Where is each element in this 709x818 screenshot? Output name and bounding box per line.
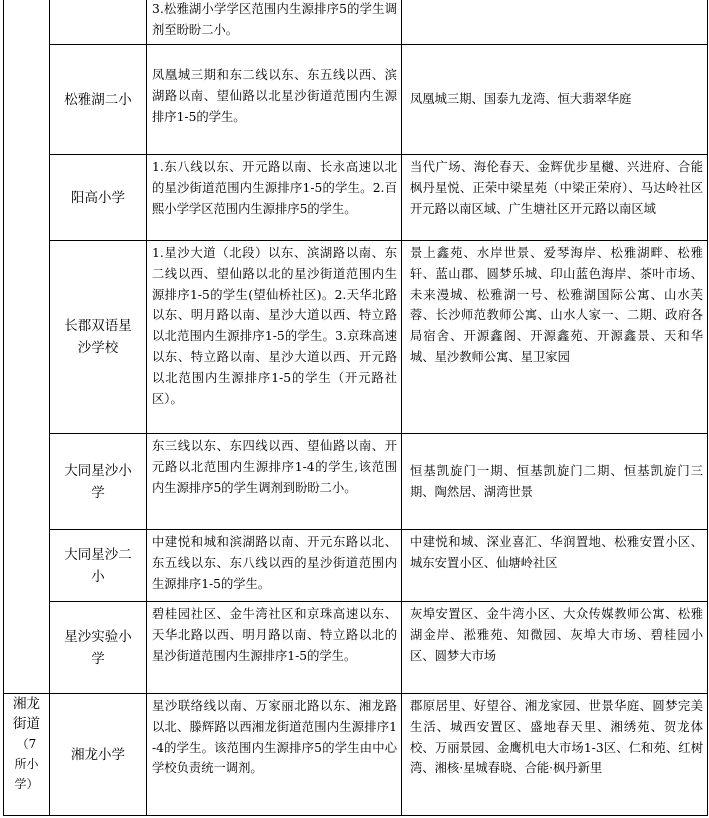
school-name: 大同星沙二小 [64,546,132,585]
school-district-table [3,0,708,816]
table-row [4,694,708,816]
community-list-text: 郡原居里、好望谷、湘龙家园、世景华庭、圆梦完美生活、城西安置区、盛地春天里、湘绣苑、贺龙体校、万丽景园、金鹰机电大市场1-3区、仁和苑、红树湾、湘核·星城春晓、合能·枫丹新里 [410,699,703,776]
community-list-text: 灰埠安置区、金牛湾小区、大众传媒教师公寓、松雅湖金岸、淞雅苑、知微园、灰埠大市场、碧桂园小区、圆梦大市场 [410,607,703,663]
school-cell [50,45,147,155]
range-cell [147,530,402,602]
district-cell-xingsha [4,0,50,694]
school-name: 星沙实验小学 [64,628,132,667]
range-cell [147,155,402,241]
district-label [12,694,42,794]
table-row [4,530,708,602]
community-cell [402,0,708,45]
school-name: 阳高小学 [71,189,125,206]
school-cell [50,530,147,602]
community-list-text: 凤凰城三期、国泰九龙湾、恒大翡翠华庭 [410,92,632,107]
district-cell-xianglong [4,694,50,816]
community-list-text [402,0,707,1]
district-school-count: （7所小学） [14,737,39,791]
range-cell [147,241,402,434]
community-cell [402,530,708,602]
school-cell [50,0,147,45]
range-cell [147,434,402,530]
table-row [4,602,708,694]
community-cell [402,155,708,241]
enrollment-range-text: 3.松雅湖小学学区范围内生源排序5的学生调剂至盼盼二小。 [152,2,397,37]
school-cell [50,241,147,434]
community-list-text: 恒基凯旋门一期、恒基凯旋门二期、恒基凯旋门三期、陶然居、湖湾世景 [410,463,703,499]
community-cell [402,694,708,816]
school-name: 大同星沙小学 [64,462,132,501]
community-list-text: 中建悦和城、深业喜汇、华润置地、松雅安置小区、城东安置小区、仙塘岭社区 [410,535,703,570]
school-name: 松雅湖二小 [64,91,132,108]
school-cell [50,434,147,530]
enrollment-range-text: 星沙联络线以南、万家丽北路以东、湘龙路以北、滕辉路以西湘龙街道范围内生源排序1-4的学生。该范围内生源排序5的学生由中心学校负责统一调剂。 [152,699,397,776]
school-name: 湘龙小学 [71,746,125,763]
community-cell [402,434,708,530]
table-row [4,155,708,241]
range-cell [147,602,402,694]
range-cell [147,45,402,155]
school-name: 长郡双语星沙学校 [64,318,132,356]
community-list-text: 当代广场、海伦春天、金辉优步星樾、兴进府、合能枫丹星悦、正荣中梁星苑（中梁正荣府）、马达岭社区开元路以南区域、广生塘社区开元路以南区域 [410,160,703,216]
community-list-text: 景上鑫苑、水岸世景、爱琴海岸、松雅湖畔、松雅轩、蓝山郡、圆梦乐城、印山蓝色海岸、茶叶市场、未来漫城、松雅湖一号、松雅湖国际公寓、山水芙蓉、长沙师范教师公寓、山水人家一、二期、政府各局宿舍、开源鑫阁、开源鑫苑、开源鑫景、天和华城、星沙教师公寓、星卫家园 [410,246,703,364]
table-row [4,0,708,45]
table-row [4,241,708,434]
table-row [4,434,708,530]
table-row [4,45,708,155]
range-cell [147,694,402,816]
community-cell [402,602,708,694]
school-cell [50,602,147,694]
enrollment-range-text: 1.东八线以东、开元路以南、长永高速以北的星沙街道范围内生源排序1-5的学生。2.百熙小学学区范围内生源排序5的学生。 [152,160,397,216]
community-cell [402,45,708,155]
district-name: 湘龙街道 [13,696,40,732]
enrollment-range-text: 凤凰城三期和东二线以东、东五线以西、滨湖路以南、望仙路以北星沙街道范围内生源排序1-5的学生。 [152,68,397,124]
school-cell [50,155,147,241]
enrollment-range-text: 1.星沙大道（北段）以东、滨湖路以南、东二线以西、望仙路以北的星沙街道范围内生源排序1-5的学生(望仙桥社区)。2.天华北路以东、明月路以南、星沙大道以西、特立路以北范围内生源排序1-5的学生。3.京珠高速以东、特立路以南、星沙大道以西、开元路以北范围内生源排序1-5的学生（开元路社区）。 [152,246,397,406]
school-cell [50,694,147,816]
community-cell [402,241,708,434]
enrollment-range-text: 中建悦和城和滨湖路以南、开元东路以北、东五线以东、东八线以西的星沙街道范围内生源排序1-5的学生。 [152,535,397,591]
range-cell [147,0,402,45]
enrollment-range-text: 东三线以东、东四线以西、望仙路以南、开元路以北范围内生源排序1-4的学生,该范围内生源排序5的学生调剂到盼盼二小。 [152,439,397,495]
enrollment-range-text: 碧桂园社区、金牛湾社区和京珠高速以东、天华北路以西、明月路以南、特立路以北的星沙街道范围内生源排序1-5的学生。 [152,607,397,663]
